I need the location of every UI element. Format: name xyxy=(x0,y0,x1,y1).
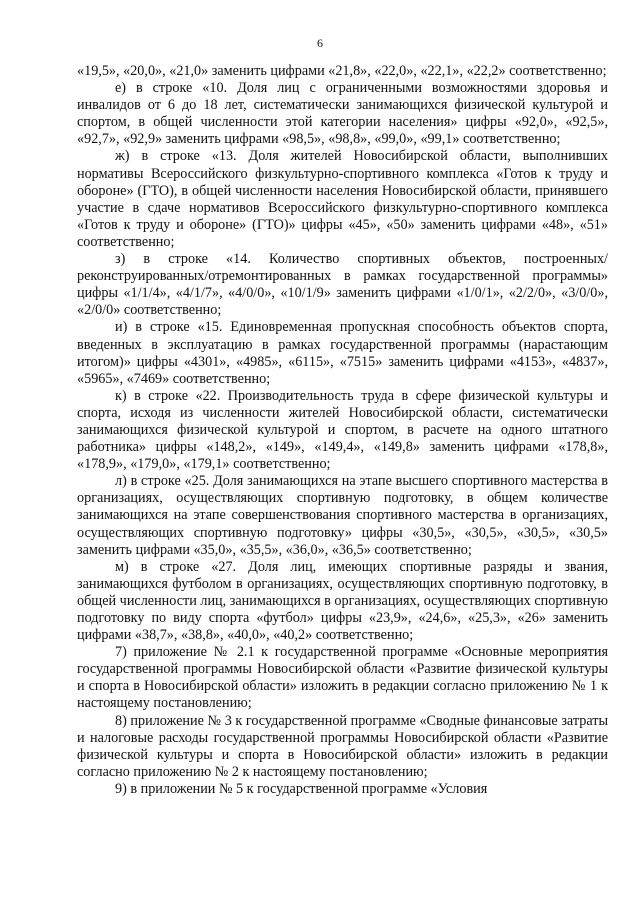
paragraph: к) в строке «22. Производительность труда в сфере физической культуры и спорта, исходя из численности жителей Новосибирской области, систематически занимающихся физической культурой и спортом, в расчете на одного штатного работника» цифры «148,2», «149», «149,4», «149,8» заменить цифрами «178,8», «178,9», «179,0», «179,1» соответственно; xyxy=(77,387,608,473)
paragraph: 7) приложение № 2.1 к государственной программе «Основные мероприятия государственной программы Новосибирской области «Развитие физической культуры и спорта в Новосибирской области» изложить в редакции согласно приложению № 1 к настоящему постановлению; xyxy=(77,644,608,712)
paragraph: «19,5», «20,0», «21,0» заменить цифрами «21,8», «22,0», «22,1», «22,2» соответственно; xyxy=(77,63,607,79)
paragraph: 9) в приложении № 5 к государственной программе «Условия xyxy=(115,780,488,797)
paragraph: 8) приложение № 3 к государственной программе «Сводные финансовые затраты и налоговые расходы государственной программы Новосибирской области «Развитие физической культуры и спорта в Новосибирской области» изложить в редакции согласно приложению № 2 к настоящему постановлению; xyxy=(77,712,608,780)
document-body xyxy=(77,63,608,798)
paragraph: и) в строке «15. Единовременная пропускная способность объектов спорта, введенных в эксплуатацию в рамках государственной программы (нарастающим итогом)» цифры «4301», «4985», «6115», «7515» заменить цифрами «4153», «4837», «5965», «7469» соответственно; xyxy=(77,319,608,387)
paragraph: л) в строке «25. Доля занимающихся на этапе высшего спортивного мастерства в организациях, осуществляющих спортивную подготовку, в общем количестве занимающихся на этапе совершенствования спортивного мастерства в организациях, осуществляющих спортивную подготовку» цифры «30,5», «30,5», «30,5», «30,5» заменить цифрами «35,0», «35,5», «36,0», «36,5» соответственно; xyxy=(77,473,608,558)
paragraph: м) в строке «27. Доля лиц, имеющих спортивные разряды и звания, занимающихся футболом в организациях, осуществляющих спортивную подготовку, в общей численности лиц, занимающихся в организациях, осуществляющих спортивную подготовку по виду спорта «футбол» цифры «23,9», «24,6», «25,3», «26» заменить цифрами «38,7», «38,8», «40,0», «40,2» соответственно; xyxy=(77,558,608,644)
paragraph: ж) в строке «13. Доля жителей Новосибирской области, выполнивших нормативы Всероссийского физкультурно-спортивного комплекса «Готов к труду и обороне» (ГТО), в общей численности населения Новосибирской области, принявшего участие в сдаче нормативов Всероссийского физкультурно-спортивного комплекса «Готов к труду и обороне» (ГТО)» цифры «45», «50» заменить цифрами «48», «51» соответственно; xyxy=(77,148,608,250)
paragraph: е) в строке «10. Доля лиц с ограниченными возможностями здоровья и инвалидов от 6 до 18 лет, систематически занимающихся физической культурой и спортом, в общей численности этой категории населения» цифры «92,0», «92,5», «92,7», «92,9» заменить цифрами «98,5», «98,8», «99,0», «99,1» соответственно; xyxy=(77,80,608,148)
page-number: 6 xyxy=(317,36,323,50)
paragraph: з) в строке «14. Количество спортивных объектов, построенных/ реконструированных/отремонтированных в рамках государственной программы» цифры «1/1/4», «4/1/7», «4/0/0», «10/1/9» заменить цифрами «1/0/1», «2/2/0», «3/0/0», «2/0/0» соответственно; xyxy=(77,251,608,319)
